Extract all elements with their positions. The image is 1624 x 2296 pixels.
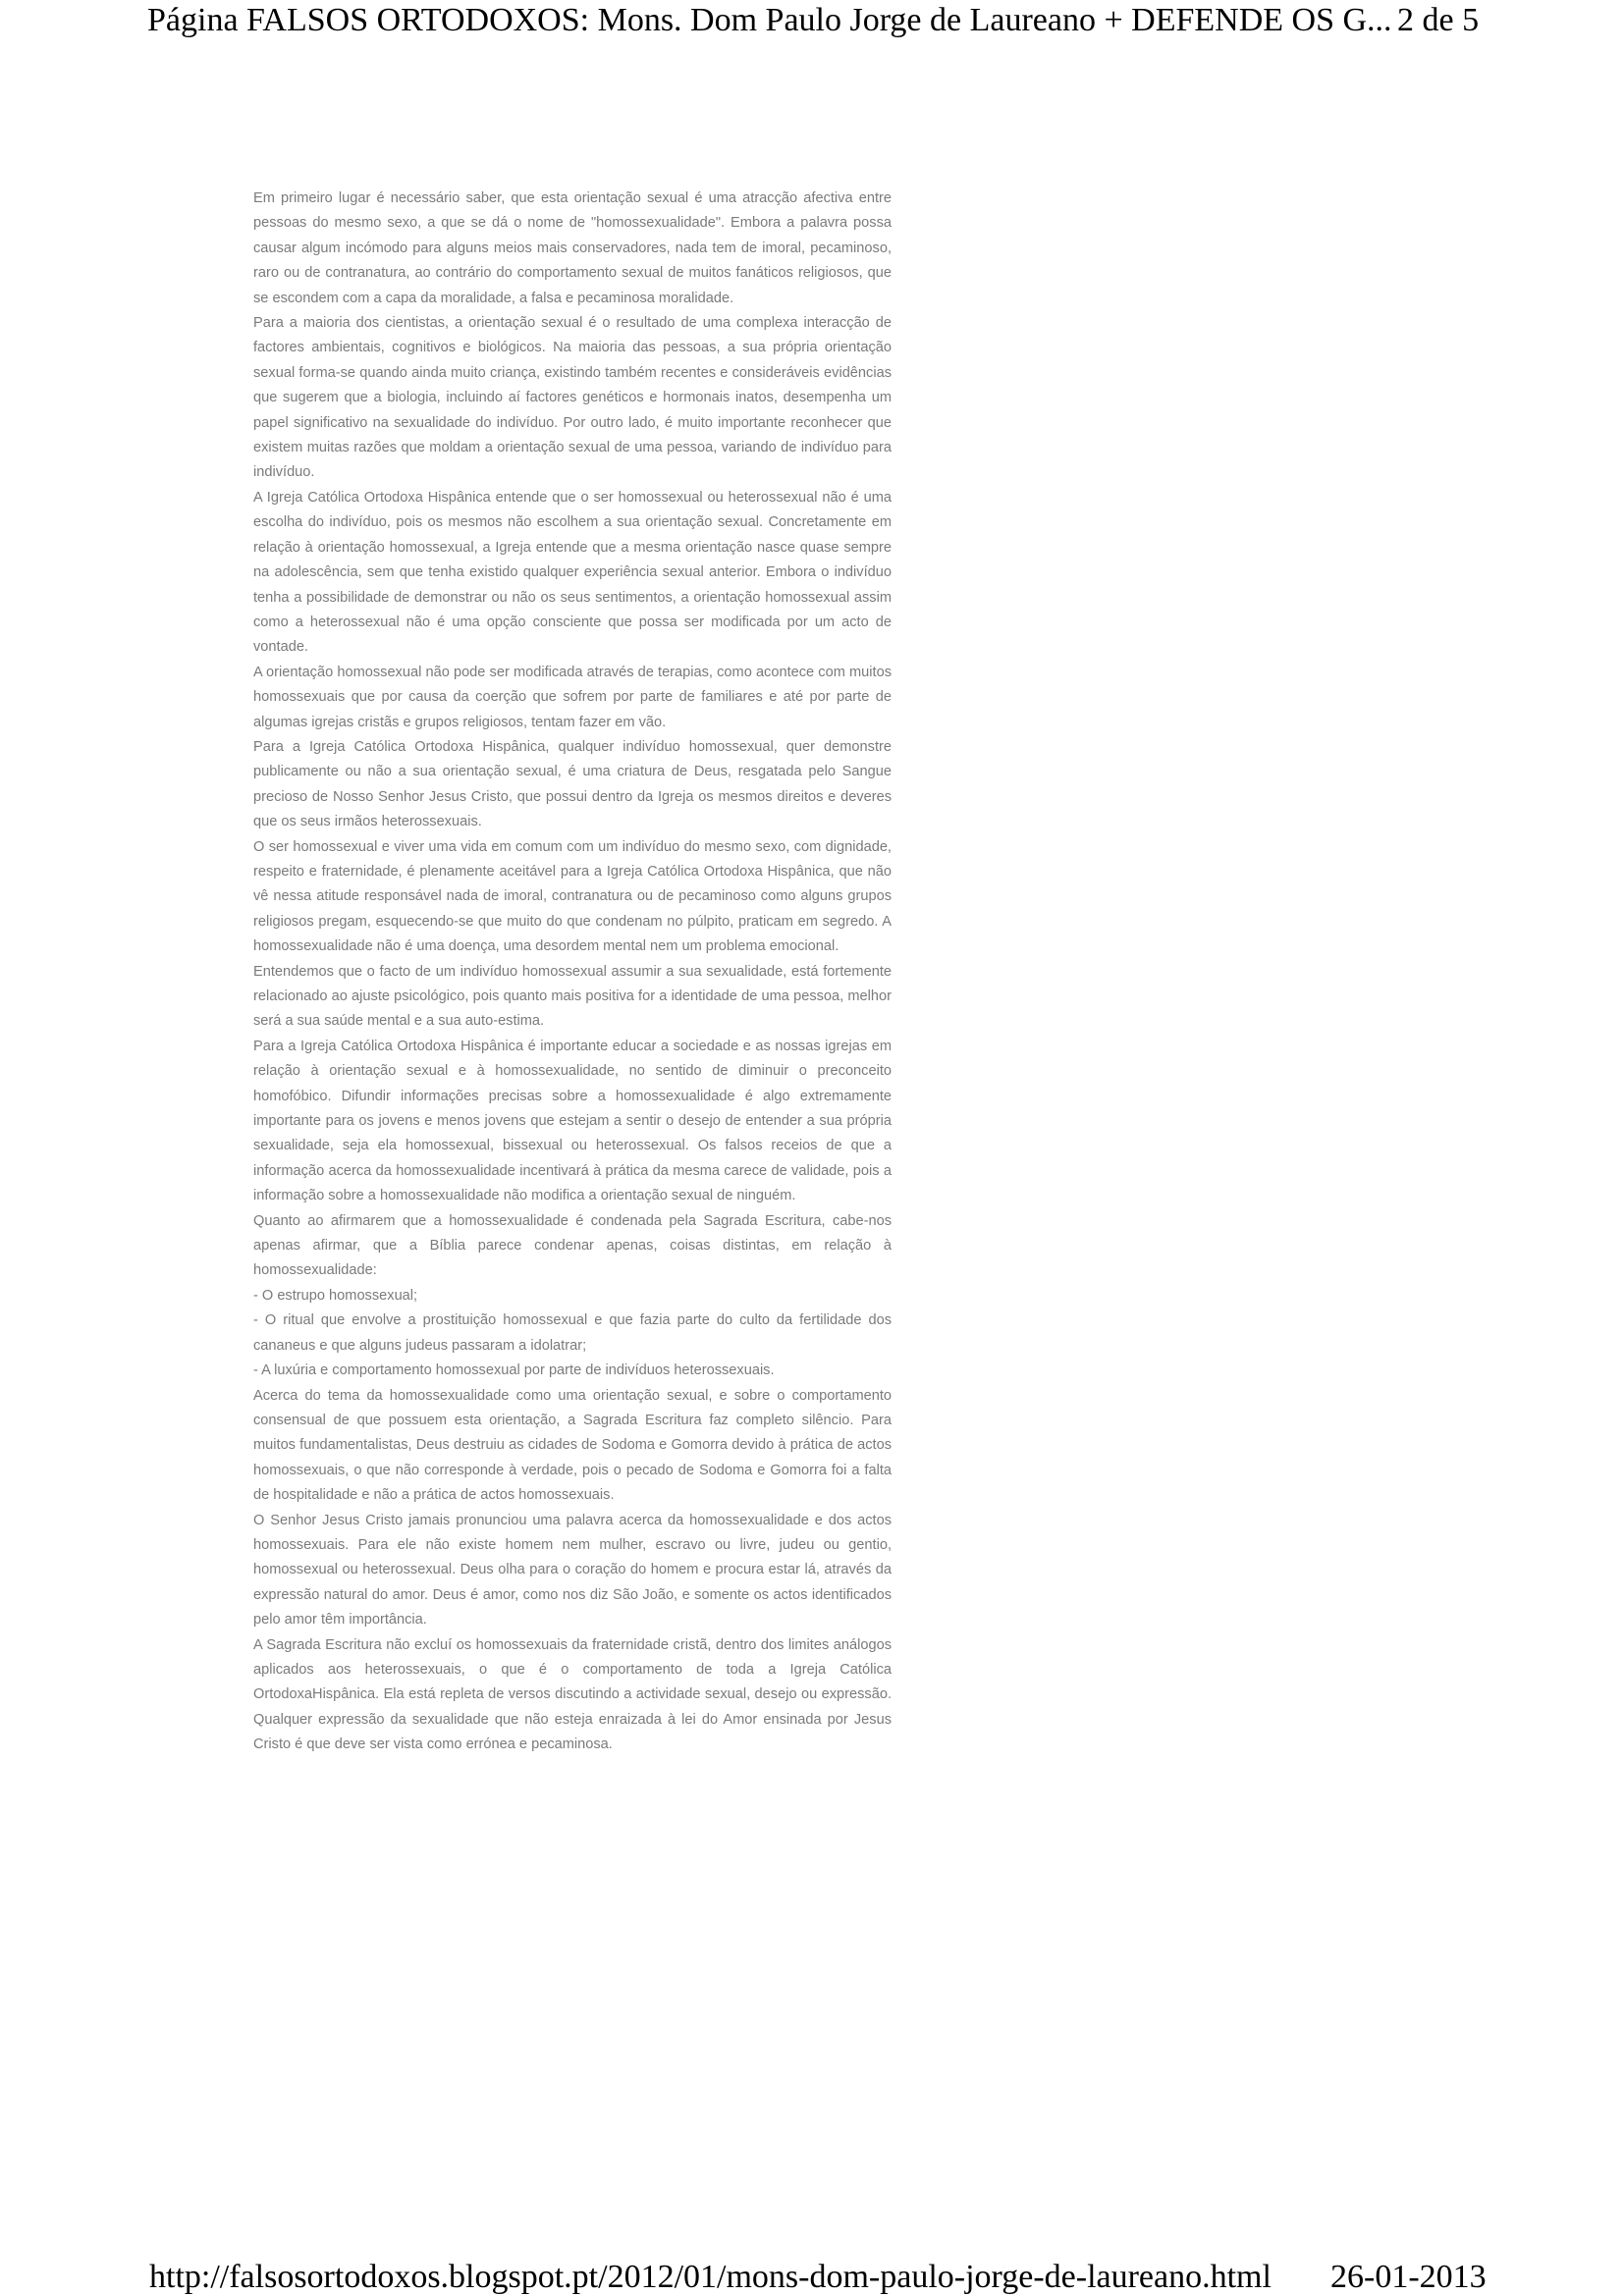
paragraph: A Sagrada Escritura não excluí os homossexuais da fraternidade cristã, dentro dos limites análogos aplicados aos heterossexuais, o que é o comportamento de toda a Igreja Católica OrtodoxaHispânica. Ela está repleta de versos discutindo a actividade sexual, desejo ou expressão. Qualquer expressão da sexualidade que não esteja enraizada à lei do Amor ensinada por Jesus Cristo é que deve ser vista como errónea e pecaminosa. [253, 1636, 892, 1753]
paragraph: A orientação homossexual não pode ser modificada através de terapias, como acontece com muitos homossexuais que por causa da coerção que sofrem por parte de familiares e até por parte de algumas igrejas cristãs e grupos religiosos, tentam fazer em vão. [253, 664, 892, 730]
print-header-title: Página FALSOS ORTODOXOS: Mons. Dom Paulo Jorge de Laureano + DEFENDE OS G... [147, 2, 1392, 38]
paragraph: Entendemos que o facto de um indivíduo homossexual assumir a sua sexualidade, está fortemente relacionado ao ajuste psicológico, pois quanto mais positiva for a identidade de uma pessoa, melhor será a sua saúde mental e a sua auto-estima. [253, 963, 892, 1030]
paragraph: A Igreja Católica Ortodoxa Hispânica entende que o ser homossexual ou heterossexual não é uma escolha do indivíduo, pois os mesmos não escolhem a sua orientação sexual. Concretamente em relação à orientação homossexual, a Igreja entende que a mesma orientação nasce quase sempre na adolescência, sem que tenha existido qualquer experiência sexual anterior. Embora o indivíduo tenha a possibilidade de demonstrar ou não os seus sentimentos, a orientação homossexual assim como a heterossexual não é uma opção consciente que possa ser modificada por um acto de vontade. [253, 489, 892, 656]
paragraph: Acerca do tema da homossexualidade como uma orientação sexual, e sobre o comportamento consensual de que possuem esta orientação, a Sagrada Escritura faz completo silêncio. Para muitos fundamentalistas, Deus destruiu as cidades de Sodoma e Gomorra devido à prática de actos homossexuais, o que não corresponde à verdade, pois o pecado de Sodoma e Gomorra foi a falta de hospitalidade e não a prática de actos homossexuais. [253, 1387, 892, 1504]
print-footer-date: 26-01-2013 [1330, 2259, 1487, 2295]
list-item: - O ritual que envolve a prostituição homossexual e que fazia parte do culto da fertilidade dos cananeus e que alguns judeus passaram a idolatrar; [253, 1312, 892, 1354]
article-body [253, 187, 892, 1758]
paragraph: O ser homossexual e viver uma vida em comum com um indivíduo do mesmo sexo, com dignidade, respeito e fraternidade, é plenamente aceitável para a Igreja Católica Ortodoxa Hispânica, que não vê nessa atitude responsável nada de imoral, contranatura ou de pecaminoso como alguns grupos religiosos pregam, esquecendo-se que muito do que condenam no púlpito, praticam em segredo. A homossexualidade não é uma doença, uma desordem mental nem um problema emocional. [253, 838, 892, 955]
paragraph: Para a maioria dos cientistas, a orientação sexual é o resultado de uma complexa interacção de factores ambientais, cognitivos e biológicos. Na maioria das pessoas, a sua própria orientação sexual forma-se quando ainda muito criança, existindo também recentes e consideráveis evidências que sugerem que a biologia, incluindo aí factores genéticos e hormonais inatos, desempenha um papel significativo na sexualidade do indivíduo. Por outro lado, é muito importante reconhecer que existem muitas razões que moldam a orientação sexual de uma pessoa, variando de indivíduo para indivíduo. [253, 315, 892, 481]
paragraph: Para a Igreja Católica Ortodoxa Hispânica é importante educar a sociedade e as nossas igrejas em relação à orientação sexual e à homossexualidade, no sentido de diminuir o preconceito homofóbico. Difundir informações precisas sobre a homossexualidade é algo extremamente importante para os jovens e menos jovens que estejam a sentir o desejo de entender a sua própria sexualidade, seja ela homossexual, bissexual ou heterossexual. Os falsos receios de que a informação acerca da homossexualidade incentivará à prática da mesma carece de validade, pois a informação sobre a homossexualidade não modifica a orientação sexual de ninguém. [253, 1038, 892, 1204]
paragraph: Para a Igreja Católica Ortodoxa Hispânica, qualquer indivíduo homossexual, quer demonstre publicamente ou não a sua orientação sexual, é uma criatura de Deus, resgatada pelo Sangue precioso de Nosso Senhor Jesus Cristo, que possui dentro da Igreja os mesmos direitos e deveres que os seus irmãos heterossexuais. [253, 738, 892, 830]
print-header-page-number: 2 de 5 [1397, 2, 1480, 38]
paragraph: Quanto ao afirmarem que a homossexualidade é condenada pela Sagrada Escritura, cabe-nos apenas afirmar, que a Bíblia parece condenar apenas, coisas distintas, em relação à homossexualidade: [253, 1212, 892, 1279]
print-footer-url: http://falsosortodoxos.blogspot.pt/2012/01/mons-dom-paulo-jorge-de-laureano.html [149, 2259, 1272, 2295]
list-item: - A luxúria e comportamento homossexual por parte de indivíduos heterossexuais. [253, 1362, 775, 1379]
list-item: - O estrupo homossexual; [253, 1287, 418, 1304]
paragraph: Em primeiro lugar é necessário saber, que esta orientação sexual é uma atracção afectiva entre pessoas do mesmo sexo, a que se dá o nome de "homossexualidade". Embora a palavra possa causar algum incómodo para alguns meios mais conservadores, nada tem de imoral, pecaminoso, raro ou de contranatura, ao contrário do comportamento sexual de muitos fanáticos religiosos, que se escondem com a capa da moralidade, a falsa e pecaminosa moralidade. [253, 190, 892, 306]
paragraph: O Senhor Jesus Cristo jamais pronunciou uma palavra acerca da homossexualidade e dos actos homossexuais. Para ele não existe homem nem mulher, escravo ou livre, judeu ou gentio, homossexual ou heterossexual. Deus olha para o coração do homem e procura estar lá, através da expressão natural do amor. Deus é amor, como nos diz São João, e somente os actos identificados pelo amor têm importância. [253, 1512, 892, 1629]
